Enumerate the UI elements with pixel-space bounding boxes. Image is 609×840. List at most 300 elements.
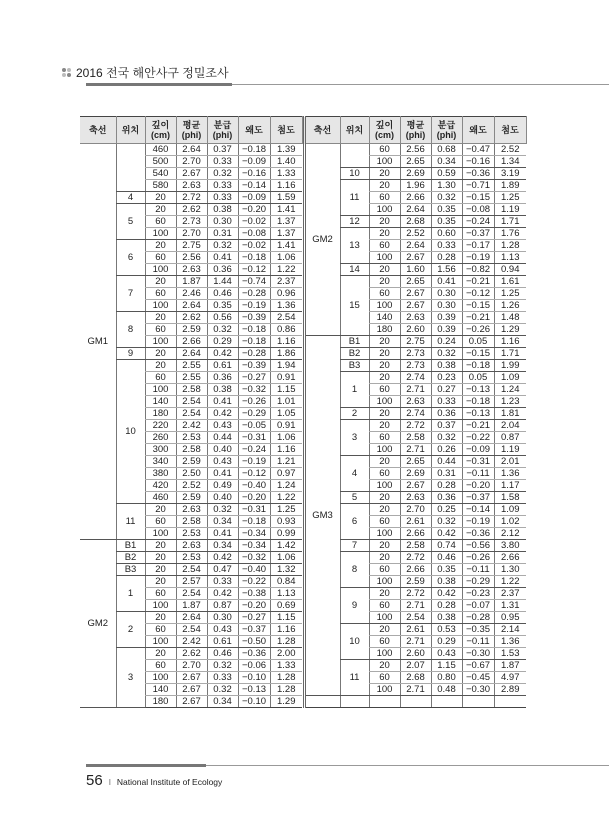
mean-cell: 2.72 <box>176 192 207 204</box>
mean-cell: 2.74 <box>400 372 431 384</box>
mean-cell: 2.59 <box>400 576 431 588</box>
kurtosis-cell: 1.33 <box>270 168 302 180</box>
skewness-cell: −0.23 <box>462 588 494 600</box>
mean-cell: 2.53 <box>176 552 207 564</box>
empty-row <box>304 696 526 708</box>
depth-cell: 20 <box>369 540 400 552</box>
depth-cell: 20 <box>369 336 400 348</box>
mean-cell: 2.62 <box>176 204 207 216</box>
sorting-cell: 0.36 <box>431 408 462 420</box>
depth-cell: 60 <box>369 636 400 648</box>
sorting-cell: 0.41 <box>431 276 462 288</box>
mean-cell: 2.55 <box>176 360 207 372</box>
sorting-cell: 0.40 <box>207 492 238 504</box>
kurtosis-cell: 1.99 <box>494 360 526 372</box>
kurtosis-cell: 2.52 <box>494 144 526 156</box>
kurtosis-cell: 1.41 <box>270 240 302 252</box>
sorting-cell: 0.39 <box>431 324 462 336</box>
publisher-name: National Institute of Ecology <box>116 777 223 787</box>
depth-cell: 60 <box>369 600 400 612</box>
skewness-cell: −0.22 <box>462 432 494 444</box>
mean-cell: 2.56 <box>176 252 207 264</box>
column-header-mean: 평균 (phi) <box>176 117 207 144</box>
skewness-cell: −0.18 <box>238 144 270 156</box>
depth-cell: 20 <box>369 348 400 360</box>
mean-cell: 2.53 <box>176 432 207 444</box>
mean-cell: 2.71 <box>400 600 431 612</box>
mean-cell: 2.63 <box>176 540 207 552</box>
sorting-cell: 0.44 <box>207 432 238 444</box>
column-header-position: 위치 <box>116 117 145 144</box>
position-cell: 10 <box>340 624 369 660</box>
depth-cell: 100 <box>145 636 176 648</box>
mean-cell: 2.63 <box>176 504 207 516</box>
skewness-cell: −0.20 <box>238 204 270 216</box>
position-cell: 9 <box>340 588 369 624</box>
sorting-cell: 0.61 <box>207 636 238 648</box>
skewness-cell: −0.31 <box>238 432 270 444</box>
sorting-cell: 0.32 <box>207 240 238 252</box>
running-header <box>62 64 229 81</box>
kurtosis-cell: 1.16 <box>494 336 526 348</box>
skewness-cell: −0.19 <box>238 300 270 312</box>
mean-cell: 2.66 <box>176 336 207 348</box>
position-cell: B2 <box>340 348 369 360</box>
skewness-cell: −0.08 <box>238 228 270 240</box>
skewness-cell: −0.34 <box>238 528 270 540</box>
depth-cell: 100 <box>145 384 176 396</box>
kurtosis-cell: 1.25 <box>270 504 302 516</box>
skewness-cell: −0.09 <box>238 192 270 204</box>
position-cell: 13 <box>340 228 369 264</box>
column-header-axis: 축선 <box>304 117 340 144</box>
depth-cell: 100 <box>369 576 400 588</box>
mean-cell: 2.66 <box>400 564 431 576</box>
depth-cell: 20 <box>369 552 400 564</box>
kurtosis-cell: 1.16 <box>270 336 302 348</box>
depth-cell: 20 <box>145 552 176 564</box>
position-cell: 6 <box>340 504 369 540</box>
skewness-cell: −0.21 <box>462 420 494 432</box>
depth-cell: 500 <box>145 156 176 168</box>
kurtosis-cell: 1.06 <box>270 432 302 444</box>
sorting-cell: 0.38 <box>207 384 238 396</box>
depth-cell: 580 <box>145 180 176 192</box>
skewness-cell: −0.21 <box>462 276 494 288</box>
depth-cell: 60 <box>145 660 176 672</box>
header-rule-accent <box>86 83 232 86</box>
mean-cell: 2.71 <box>400 636 431 648</box>
kurtosis-cell: 1.41 <box>270 204 302 216</box>
depth-cell: 20 <box>369 360 400 372</box>
kurtosis-cell: 1.28 <box>494 240 526 252</box>
skewness-cell: −0.11 <box>462 564 494 576</box>
kurtosis-cell: 1.58 <box>494 492 526 504</box>
kurtosis-cell: 1.15 <box>270 612 302 624</box>
position-cell: 10 <box>340 168 369 180</box>
depth-cell: 140 <box>369 312 400 324</box>
depth-cell: 100 <box>369 444 400 456</box>
kurtosis-cell: 1.28 <box>270 636 302 648</box>
mean-cell: 2.59 <box>176 324 207 336</box>
skewness-cell: −0.12 <box>462 288 494 300</box>
table-right-half <box>303 116 527 708</box>
mean-cell: 2.59 <box>176 456 207 468</box>
axis-cell: GM1 <box>80 144 116 540</box>
depth-cell: 20 <box>369 216 400 228</box>
skewness-cell: −0.16 <box>238 168 270 180</box>
mean-cell: 2.58 <box>400 540 431 552</box>
depth-cell: 100 <box>145 228 176 240</box>
depth-cell: 100 <box>369 396 400 408</box>
kurtosis-cell: 2.04 <box>494 420 526 432</box>
sorting-cell: 0.34 <box>431 156 462 168</box>
kurtosis-cell: 2.00 <box>270 648 302 660</box>
mean-cell: 2.63 <box>176 264 207 276</box>
position-cell: 8 <box>116 312 145 348</box>
depth-cell: 300 <box>145 444 176 456</box>
depth-cell: 100 <box>369 480 400 492</box>
depth-cell: 140 <box>145 684 176 696</box>
skewness-cell: −0.30 <box>462 648 494 660</box>
kurtosis-cell: 1.42 <box>270 540 302 552</box>
skewness-cell: −0.37 <box>462 492 494 504</box>
depth-cell: 60 <box>369 240 400 252</box>
sorting-cell: 0.30 <box>207 216 238 228</box>
kurtosis-cell: 1.33 <box>270 660 302 672</box>
sorting-cell: 0.41 <box>207 468 238 480</box>
mean-cell: 2.70 <box>176 228 207 240</box>
position-cell <box>340 144 369 168</box>
sorting-cell: 0.87 <box>207 600 238 612</box>
sorting-cell: 0.34 <box>207 540 238 552</box>
mean-cell: 2.54 <box>176 564 207 576</box>
depth-cell: 100 <box>369 204 400 216</box>
depth-cell: 60 <box>145 324 176 336</box>
column-header-depth: 깊이 (cm) <box>145 117 176 144</box>
skewness-cell: −0.06 <box>238 660 270 672</box>
mean-cell: 2.64 <box>400 204 431 216</box>
kurtosis-cell: 1.76 <box>494 228 526 240</box>
depth-cell: 100 <box>369 612 400 624</box>
kurtosis-cell: 1.59 <box>270 192 302 204</box>
mean-cell: 2.62 <box>176 312 207 324</box>
depth-cell: 260 <box>145 432 176 444</box>
mean-cell: 2.52 <box>400 228 431 240</box>
skewness-cell: −0.20 <box>238 492 270 504</box>
kurtosis-cell: 0.84 <box>270 576 302 588</box>
sorting-cell: 0.27 <box>431 384 462 396</box>
kurtosis-cell: 1.28 <box>270 684 302 696</box>
kurtosis-cell: 1.34 <box>494 156 526 168</box>
depth-cell: 100 <box>369 252 400 264</box>
kurtosis-cell: 0.87 <box>494 432 526 444</box>
column-header-mean: 평균 (phi) <box>400 117 431 144</box>
mean-cell: 2.71 <box>400 384 431 396</box>
skewness-cell: −0.24 <box>462 216 494 228</box>
skewness-cell: −0.18 <box>238 516 270 528</box>
depth-cell: 20 <box>369 264 400 276</box>
column-header-kurtosis: 첨도 <box>270 117 302 144</box>
kurtosis-cell: 1.29 <box>494 324 526 336</box>
skewness-cell: −0.19 <box>462 516 494 528</box>
depth-cell: 340 <box>145 456 176 468</box>
mean-cell: 2.63 <box>176 180 207 192</box>
kurtosis-cell: 1.29 <box>270 696 302 708</box>
mean-cell: 2.64 <box>176 612 207 624</box>
position-cell: 6 <box>116 240 145 276</box>
depth-cell: 60 <box>369 564 400 576</box>
skewness-cell: −0.14 <box>462 504 494 516</box>
sorting-cell: 0.56 <box>207 312 238 324</box>
kurtosis-cell: 1.19 <box>494 444 526 456</box>
mean-cell: 2.67 <box>400 480 431 492</box>
table-row <box>304 336 526 348</box>
empty-cell <box>400 696 431 708</box>
sorting-cell: 0.32 <box>431 516 462 528</box>
mean-cell: 2.70 <box>176 660 207 672</box>
sorting-cell: 0.33 <box>207 672 238 684</box>
mean-cell: 2.67 <box>400 288 431 300</box>
skewness-cell: −0.21 <box>462 312 494 324</box>
mean-cell: 2.42 <box>176 420 207 432</box>
sorting-cell: 1.30 <box>431 180 462 192</box>
mean-cell: 2.50 <box>176 468 207 480</box>
position-cell: 11 <box>340 660 369 696</box>
depth-cell: 20 <box>145 204 176 216</box>
skewness-cell: −0.39 <box>238 312 270 324</box>
depth-cell: 20 <box>145 360 176 372</box>
depth-cell: 100 <box>145 528 176 540</box>
depth-cell: 20 <box>369 420 400 432</box>
sorting-cell: 0.43 <box>207 420 238 432</box>
depth-cell: 60 <box>369 432 400 444</box>
mean-cell: 2.07 <box>400 660 431 672</box>
position-cell: 14 <box>340 264 369 276</box>
sorting-cell: 0.28 <box>431 252 462 264</box>
kurtosis-cell: 2.66 <box>494 552 526 564</box>
skewness-cell: −0.12 <box>238 468 270 480</box>
skewness-cell: −0.74 <box>238 276 270 288</box>
kurtosis-cell: 1.13 <box>270 588 302 600</box>
skewness-cell: −0.19 <box>462 252 494 264</box>
column-header-depth: 깊이 (cm) <box>369 117 400 144</box>
kurtosis-cell: 1.23 <box>494 396 526 408</box>
skewness-cell: −0.05 <box>238 420 270 432</box>
kurtosis-cell: 1.09 <box>494 372 526 384</box>
skewness-cell: −0.19 <box>238 456 270 468</box>
mean-cell: 2.71 <box>400 684 431 696</box>
mean-cell: 2.75 <box>400 336 431 348</box>
kurtosis-cell: 0.97 <box>270 468 302 480</box>
skewness-cell: −0.18 <box>238 252 270 264</box>
kurtosis-cell: 1.15 <box>270 384 302 396</box>
depth-cell: 60 <box>145 216 176 228</box>
mean-cell: 2.72 <box>400 420 431 432</box>
skewness-cell: −0.31 <box>238 504 270 516</box>
depth-cell: 460 <box>145 144 176 156</box>
kurtosis-cell: 3.19 <box>494 168 526 180</box>
kurtosis-cell: 1.36 <box>494 468 526 480</box>
mean-cell: 2.69 <box>400 168 431 180</box>
empty-cell <box>462 696 494 708</box>
position-cell: 9 <box>116 348 145 360</box>
sorting-cell: 0.23 <box>431 372 462 384</box>
skewness-cell: −0.10 <box>238 696 270 708</box>
mean-cell: 2.55 <box>176 372 207 384</box>
sorting-cell: 0.30 <box>431 300 462 312</box>
kurtosis-cell: 0.96 <box>270 288 302 300</box>
position-cell: 11 <box>340 180 369 216</box>
kurtosis-cell: 1.48 <box>494 312 526 324</box>
sorting-cell: 0.38 <box>207 204 238 216</box>
depth-cell: 60 <box>145 252 176 264</box>
skewness-cell: −0.11 <box>462 636 494 648</box>
column-header-sorting: 분급 (phi) <box>207 117 238 144</box>
mean-cell: 2.61 <box>400 516 431 528</box>
mean-cell: 2.62 <box>176 648 207 660</box>
sorting-cell: 0.38 <box>431 360 462 372</box>
sorting-cell: 0.40 <box>207 444 238 456</box>
kurtosis-cell: 1.53 <box>494 648 526 660</box>
skewness-cell: −0.16 <box>462 156 494 168</box>
depth-cell: 60 <box>369 144 400 156</box>
depth-cell: 20 <box>145 348 176 360</box>
mean-cell: 2.52 <box>176 480 207 492</box>
depth-cell: 140 <box>145 396 176 408</box>
position-cell: 8 <box>340 552 369 588</box>
kurtosis-cell: 1.24 <box>494 384 526 396</box>
depth-cell: 100 <box>145 300 176 312</box>
depth-cell: 20 <box>145 312 176 324</box>
mean-cell: 2.60 <box>400 324 431 336</box>
kurtosis-cell: 1.19 <box>494 204 526 216</box>
kurtosis-cell: 1.22 <box>494 576 526 588</box>
kurtosis-cell: 1.61 <box>494 276 526 288</box>
kurtosis-cell: 2.89 <box>494 684 526 696</box>
sorting-cell: 0.25 <box>431 504 462 516</box>
position-cell: 5 <box>116 204 145 240</box>
mean-cell: 2.65 <box>400 456 431 468</box>
position-cell: 3 <box>340 420 369 456</box>
depth-cell: 420 <box>145 480 176 492</box>
mean-cell: 1.87 <box>176 276 207 288</box>
skewness-cell: −0.31 <box>462 456 494 468</box>
skewness-cell: −0.26 <box>462 552 494 564</box>
position-cell: 1 <box>340 372 369 408</box>
sorting-cell: 0.33 <box>207 156 238 168</box>
skewness-cell: −0.10 <box>238 672 270 684</box>
column-header-position: 위치 <box>340 117 369 144</box>
kurtosis-cell: 1.28 <box>270 672 302 684</box>
sorting-cell: 0.33 <box>431 240 462 252</box>
mean-cell: 2.56 <box>400 144 431 156</box>
skewness-cell: −0.20 <box>238 600 270 612</box>
depth-cell: 540 <box>145 168 176 180</box>
mean-cell: 2.67 <box>400 300 431 312</box>
sorting-cell: 0.43 <box>207 624 238 636</box>
table-row <box>304 144 526 156</box>
skewness-cell: −0.18 <box>462 360 494 372</box>
mean-cell: 2.64 <box>176 300 207 312</box>
sorting-cell: 0.47 <box>207 564 238 576</box>
axis-cell: GM2 <box>80 540 116 708</box>
position-cell: 15 <box>340 276 369 336</box>
depth-cell: 180 <box>145 696 176 708</box>
sorting-cell: 0.80 <box>431 672 462 684</box>
depth-cell: 380 <box>145 468 176 480</box>
mean-cell: 2.73 <box>400 348 431 360</box>
depth-cell: 20 <box>369 408 400 420</box>
skewness-cell: −0.18 <box>462 396 494 408</box>
sorting-cell: 0.33 <box>431 396 462 408</box>
depth-cell: 460 <box>145 492 176 504</box>
skewness-cell: −0.22 <box>238 576 270 588</box>
kurtosis-cell: 1.16 <box>270 444 302 456</box>
mean-cell: 2.74 <box>400 408 431 420</box>
kurtosis-cell: 1.86 <box>270 348 302 360</box>
mean-cell: 1.96 <box>400 180 431 192</box>
kurtosis-cell: 1.22 <box>270 264 302 276</box>
mean-cell: 2.58 <box>176 444 207 456</box>
skewness-cell: −0.32 <box>238 552 270 564</box>
kurtosis-cell: 1.32 <box>270 564 302 576</box>
footer-rule-accent <box>86 764 206 767</box>
kurtosis-cell: 1.36 <box>270 300 302 312</box>
sorting-cell: 0.30 <box>207 612 238 624</box>
sorting-cell: 0.33 <box>207 192 238 204</box>
kurtosis-cell: 1.81 <box>494 408 526 420</box>
sorting-cell: 0.34 <box>207 696 238 708</box>
bullet-dots-icon <box>62 68 71 77</box>
mean-cell: 2.54 <box>176 624 207 636</box>
skewness-cell: 0.05 <box>462 336 494 348</box>
depth-cell: 20 <box>369 180 400 192</box>
kurtosis-cell: 0.91 <box>270 372 302 384</box>
skewness-cell: −0.36 <box>238 648 270 660</box>
kurtosis-cell: 1.26 <box>494 300 526 312</box>
mean-cell: 2.71 <box>400 444 431 456</box>
kurtosis-cell: 1.06 <box>270 552 302 564</box>
skewness-cell: −0.07 <box>462 600 494 612</box>
skewness-cell: −0.39 <box>238 360 270 372</box>
column-header-skewness: 왜도 <box>238 117 270 144</box>
depth-cell: 60 <box>369 288 400 300</box>
sorting-cell: 0.46 <box>207 288 238 300</box>
kurtosis-cell: 1.05 <box>270 408 302 420</box>
sorting-cell: 0.32 <box>207 168 238 180</box>
mean-cell: 2.72 <box>400 552 431 564</box>
position-cell: 1 <box>116 576 145 612</box>
depth-cell: 20 <box>145 540 176 552</box>
sorting-cell: 0.36 <box>431 492 462 504</box>
depth-cell: 100 <box>369 648 400 660</box>
skewness-cell: −0.27 <box>238 612 270 624</box>
kurtosis-cell: 1.37 <box>270 228 302 240</box>
depth-cell: 20 <box>369 168 400 180</box>
footer-separator: I <box>108 778 111 787</box>
mean-cell: 2.64 <box>176 144 207 156</box>
position-cell: 10 <box>116 360 145 504</box>
kurtosis-cell: 1.01 <box>270 396 302 408</box>
sorting-cell: 0.38 <box>431 576 462 588</box>
mean-cell: 2.54 <box>176 588 207 600</box>
kurtosis-cell: 1.13 <box>494 252 526 264</box>
skewness-cell: −0.13 <box>462 384 494 396</box>
empty-cell <box>340 696 369 708</box>
depth-cell: 180 <box>145 408 176 420</box>
depth-cell: 100 <box>369 528 400 540</box>
